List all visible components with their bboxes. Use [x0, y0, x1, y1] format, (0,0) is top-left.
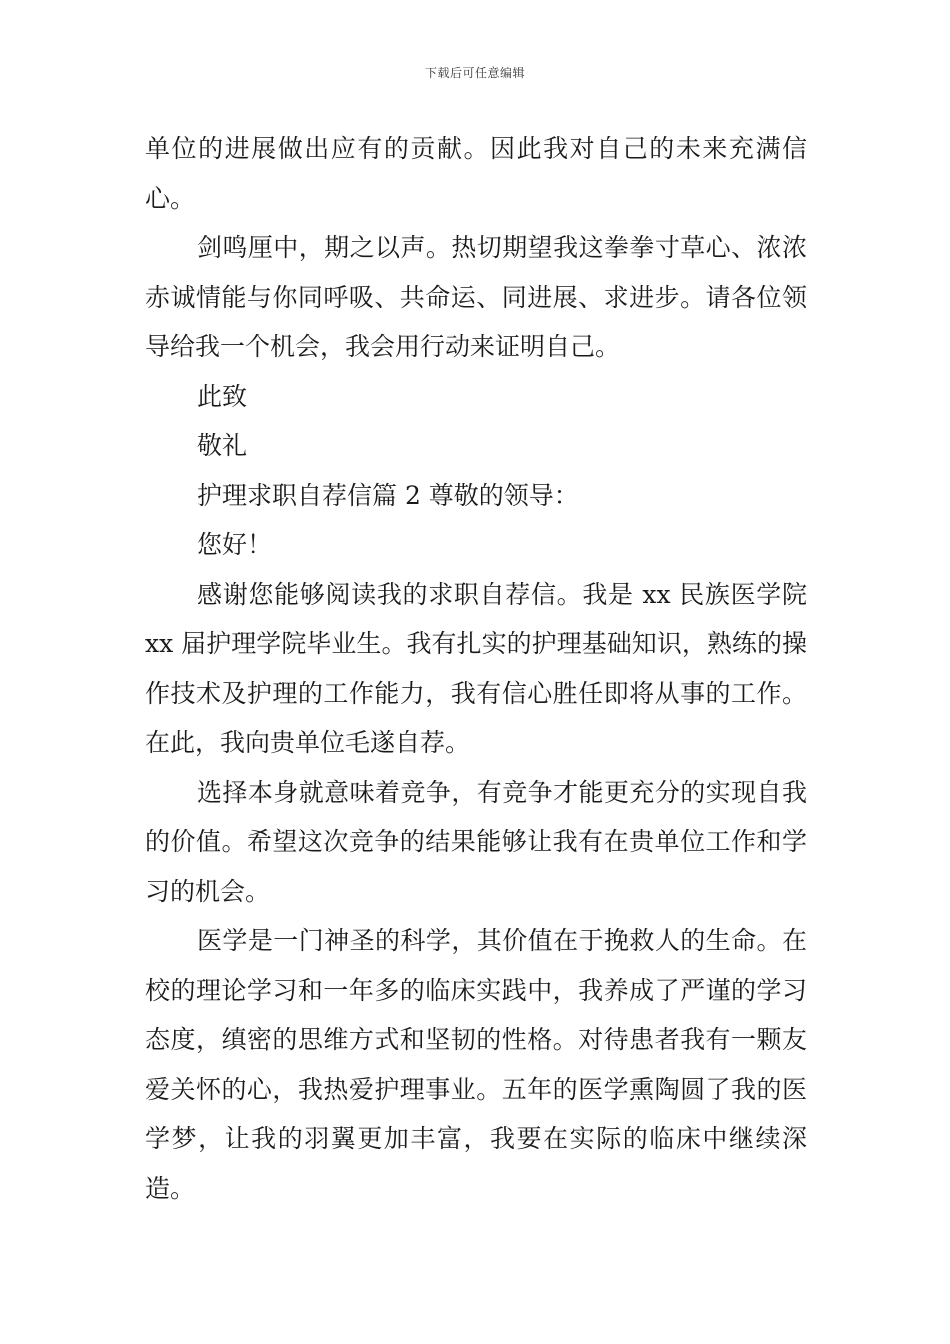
- paragraph-expectation: 剑鸣厘中，期之以声。热切期望我这拳拳寸草心、浓浓赤诚情能与你同呼吸、共命运、同进展、求进步。请各位领导给我一个机会，我会用行动来证明自己。: [145, 233, 807, 361]
- paragraph-closing-confidence: 单位的进展做出应有的贡献。因此我对自己的未来充满信心。: [145, 134, 807, 213]
- paragraph-introduction: 感谢您能够阅读我的求职自荐信。我是 xx 民族医学院 xx 届护理学院毕业生。我有扎实的护理基础知识，熟练的操作技术及护理的工作能力，我有信心胜任即将从事的工作。在此，我向贵单位毛遂自荐。: [145, 579, 807, 757]
- paragraph-competition: 选择本身就意味着竞争，有竞争才能更充分的实现自我的价值。希望这次竞争的结果能够让我有在贵单位工作和学习的机会。: [145, 777, 807, 906]
- paragraph-letter-two-heading: 护理求职自荐信篇 2 尊敬的领导：: [197, 480, 579, 510]
- document-body: [145, 124, 807, 1213]
- paragraph-salutation-cizhi: 此致: [197, 381, 248, 411]
- paragraph-medicine: 医学是一门神圣的科学，其价值在于挽救人的生命。在校的理论学习和一年多的临床实践中，我养成了严谨的学习态度，缜密的思维方式和坚韧的性格。对待患者我有一颗友爱关怀的心，我热爱护理事业。五年的医学熏陶圆了我的医学梦，让我的羽翼更加丰富，我要在实际的临床中继续深造。: [145, 926, 807, 1203]
- paragraph-greeting: 您好！: [197, 530, 273, 559]
- page-header: 下载后可任意编辑: [424, 66, 525, 80]
- paragraph-salutation-jingli: 敬礼: [197, 431, 248, 460]
